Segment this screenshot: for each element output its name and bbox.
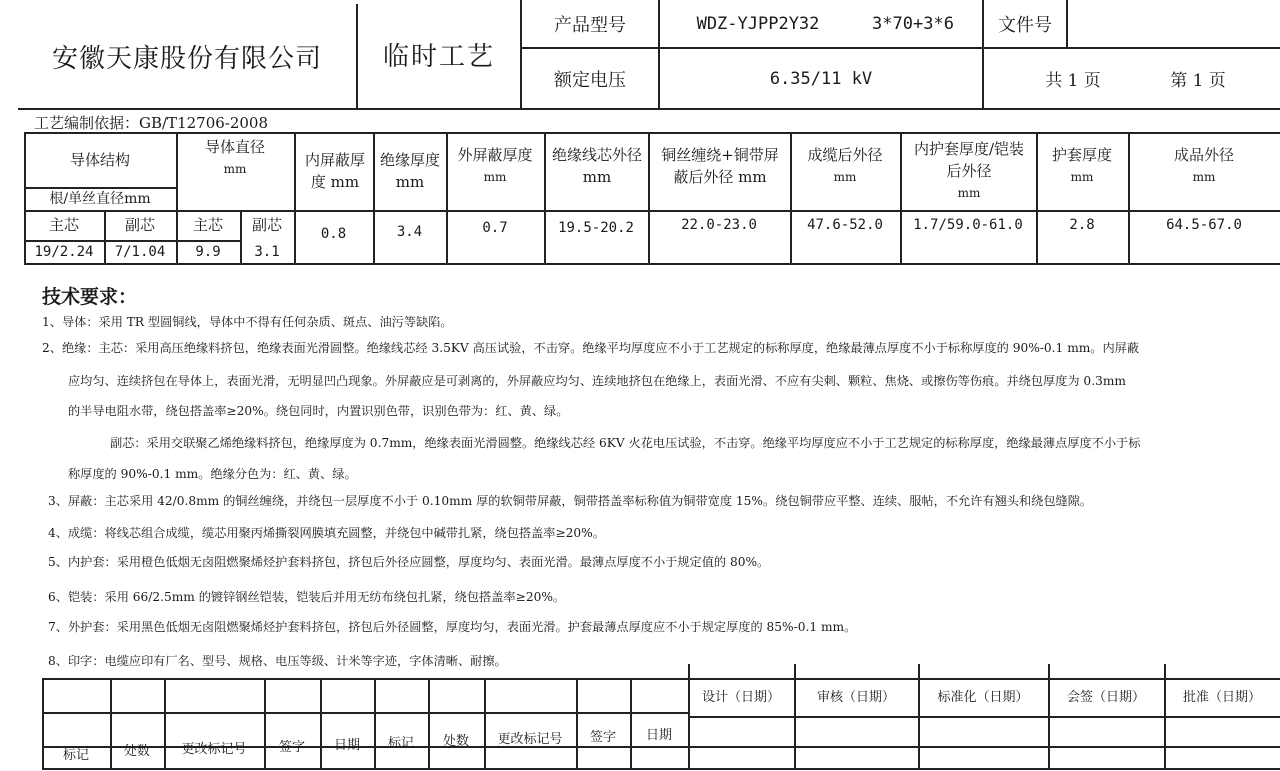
value-inner-sheath: 1.7/59.0-61.0 (913, 217, 1023, 233)
value-aux-diameter: 3.1 (254, 243, 280, 260)
header-sheath-unit: mm (1070, 170, 1094, 184)
value-aux-structure: 7/1.04 (114, 243, 166, 260)
value-copper-wire: 22.0-23.0 (681, 217, 757, 233)
header-aux-core: 副芯 (124, 216, 155, 234)
header-finished-od (1128, 136, 1280, 196)
grid-line (42, 768, 1280, 770)
file-no-value (1068, 0, 1280, 47)
requirement-line: 8、印字：电缆应印有厂名、型号、规格、电压等级、计米等字迹，字体清晰、耐擦。 (48, 654, 507, 668)
header-outer-screen-unit: mm (483, 170, 507, 184)
approval-design: 设计（日期） (701, 689, 780, 705)
header-cabled-od-unit: mm (833, 170, 857, 184)
document-type: 临时工艺 (358, 0, 522, 108)
requirement-line: 7、外护套：采用黑色低烟无卤阻燃聚烯烃护套料挤包，挤包后外径圆整，厚度均匀，表面光滑。护套最薄点厚度应不小于规定厚度的 85%-0.1 mm。 (48, 620, 857, 634)
total-pages: 共 1 页 (1045, 71, 1101, 91)
revision-label-signature: 签字 (278, 739, 305, 755)
requirement-line: 4、成缆：将线芯组合成缆，缆芯用聚丙烯撕裂网膜填充圆整，并绕包中碱带扎紧，绕包搭盖率≥20%。 (48, 526, 605, 540)
table-line (24, 263, 1280, 265)
requirement-line: 5、内护套：采用橙色低烟无卤阻燃聚烯烃护套料挤包，挤包后外径应圆整，厚度均匀、表面光滑。最薄点厚度不小于规定值的 80%。 (48, 555, 770, 569)
header-outer-screen-label: 外屏蔽厚度 (457, 146, 533, 164)
requirement-line: 6、铠装：采用 66/2.5mm 的镀锌钢丝铠装，铠装后并用无纺布绕包扎紧，绕包搭盖率≥20%。 (48, 590, 566, 604)
revision-label-count-2: 处数 (442, 733, 469, 749)
revision-label-mark-2: 标记 (387, 735, 414, 751)
header-conductor-diameter-unit: mm (223, 162, 247, 176)
requirement-line: 副芯：采用交联聚乙烯绝缘料挤包，绝缘厚度为 0.7mm，绝缘表面光滑圆整。绝缘线芯经 6KV 火花电压试验，不击穿。绝缘平均厚度应不小于工艺规定的标称厚度，绝缘最薄点厚度不小于标 (110, 436, 1141, 450)
requirement-line: 称厚度的 90%-0.1 mm。绝缘分色为：红、黄、绿。 (68, 467, 357, 481)
header-insulation: 绝缘厚度mm (380, 151, 441, 191)
table-line (24, 132, 1280, 134)
revision-label-date: 日期 (333, 737, 360, 753)
product-model-value: WDZ-YJPP2Y32 (696, 13, 820, 34)
header-outer-screen (446, 136, 544, 196)
grid-line (576, 678, 578, 768)
grid-line (484, 678, 486, 768)
approval-approve: 批准（日期） (1182, 689, 1261, 705)
revision-label-change-no: 更改标记号 (181, 741, 247, 757)
revision-label-date-2: 日期 (645, 727, 672, 743)
grid-line (374, 678, 376, 768)
header-sheath (1036, 136, 1128, 196)
approval-standardization: 标准化（日期） (937, 689, 1029, 705)
requirements-title: 技术要求： (42, 286, 138, 308)
value-core-od: 19.5-20.2 (558, 220, 634, 236)
revision-label-signature-2: 签字 (589, 729, 616, 745)
header-inner-sheath-label: 内护套厚度/铠装后外径 (913, 140, 1025, 180)
company-name: 安徽天康股份有限公司 (18, 4, 358, 108)
header-inner-sheath (908, 134, 1030, 208)
header-conductor-structure: 导体结构 (69, 150, 130, 169)
value-outer-screen: 0.7 (482, 220, 508, 236)
value-finished-od: 64.5-67.0 (1166, 217, 1242, 233)
header-conductor-diameter (176, 136, 294, 180)
rated-voltage-value: 6.35/11 kV (769, 68, 873, 89)
header-finished-od-label: 成品外径 (1173, 146, 1234, 164)
revision-label-count: 处数 (123, 743, 150, 759)
revision-label-mark: 标记 (62, 747, 89, 763)
product-model-label: 产品型号 (554, 14, 626, 36)
header-sheath-label: 护套厚度 (1051, 146, 1112, 164)
grid-line (42, 712, 688, 714)
standard-basis: 工艺编制依据：GB/T12706-2008 (34, 114, 269, 132)
value-sheath: 2.8 (1069, 217, 1095, 233)
header-inner-screen: 内屏蔽厚度 mm (304, 151, 365, 191)
header-divider (982, 47, 984, 108)
table-line (900, 132, 902, 263)
header-finished-od-unit: mm (1192, 170, 1216, 184)
requirement-line: 的半导电阻水带，绕包搭盖率≥20%。绕包同时，内置识别色带，识别色带为：红、黄、绿。 (68, 404, 569, 418)
grid-line (428, 678, 430, 768)
requirement-line: 1、导体：采用 TR 型圆铜线，导体中不得有任何杂质、斑点、油污等缺陷。 (42, 315, 453, 329)
header-core-od: 绝缘线芯外径mm (552, 146, 643, 186)
process-sheet (18, 0, 1280, 771)
grid-line (688, 716, 1280, 718)
header-conductor-diameter-label: 导体直径 (204, 138, 265, 156)
product-spec-value: 3*70+3*6 (872, 13, 954, 34)
header-main-core-diameter: 主芯 (192, 216, 223, 234)
table-line (648, 132, 650, 263)
value-insulation: 3.4 (396, 224, 423, 240)
header-block (18, 0, 1280, 110)
requirement-line: 3、屏蔽：主芯采用 42/0.8mm 的铜丝缠绕，并绕包一层厚度不小于 0.10mm 厚的软铜带屏蔽，铜带搭盖率标称值为铜带宽度 15%。绕包铜带应平整、连续、服帖，不允许有翘头和绕包缝隙。 (48, 494, 1093, 508)
header-main-core: 主芯 (48, 216, 79, 234)
current-page: 第 1 页 (1170, 71, 1226, 91)
header-cabled-od (790, 136, 900, 196)
approval-countersign: 会签（日期） (1066, 689, 1145, 705)
header-inner-sheath-unit: mm (957, 186, 981, 200)
file-no-label: 文件号 (998, 14, 1052, 36)
requirement-line: 2、绝缘：主芯：采用高压绝缘料挤包，绝缘表面光滑圆整。绝缘线芯经 3.5KV 高压试验，不击穿。绝缘平均厚度应不小于工艺规定的标称厚度，绝缘最薄点厚度不小于标称厚度的 90%-0.1 mm。内屏蔽 (42, 341, 1140, 355)
header-copper-wire: 铜丝缠绕+铜带屏蔽后外径 mm (661, 146, 779, 186)
header-cabled-od-label: 成缆后外径 (807, 146, 883, 164)
value-main-structure: 19/2.24 (34, 243, 94, 260)
value-main-diameter: 9.9 (195, 243, 221, 260)
requirement-line: 应均匀、连续挤包在导体上，表面光滑，无明显凹凸现象。外屏蔽应是可剥离的，外屏蔽应均匀、连续地挤包在绝缘上，表面光滑、不应有尖刺、颗粒、焦烧、或擦伤等伤痕。并绕包厚度为 0.3mm (68, 374, 1126, 388)
grid-line (320, 678, 322, 768)
revision-label-change-no-2: 更改标记号 (497, 731, 563, 747)
value-inner-screen: 0.8 (320, 226, 347, 242)
approval-review: 审核（日期） (816, 689, 895, 705)
rated-voltage-label: 额定电压 (554, 69, 626, 91)
header-conductor-structure-sub: 根/单丝直径mm (49, 190, 151, 207)
header-aux-core-diameter: 副芯 (251, 216, 282, 234)
value-cabled-od: 47.6-52.0 (807, 217, 883, 233)
